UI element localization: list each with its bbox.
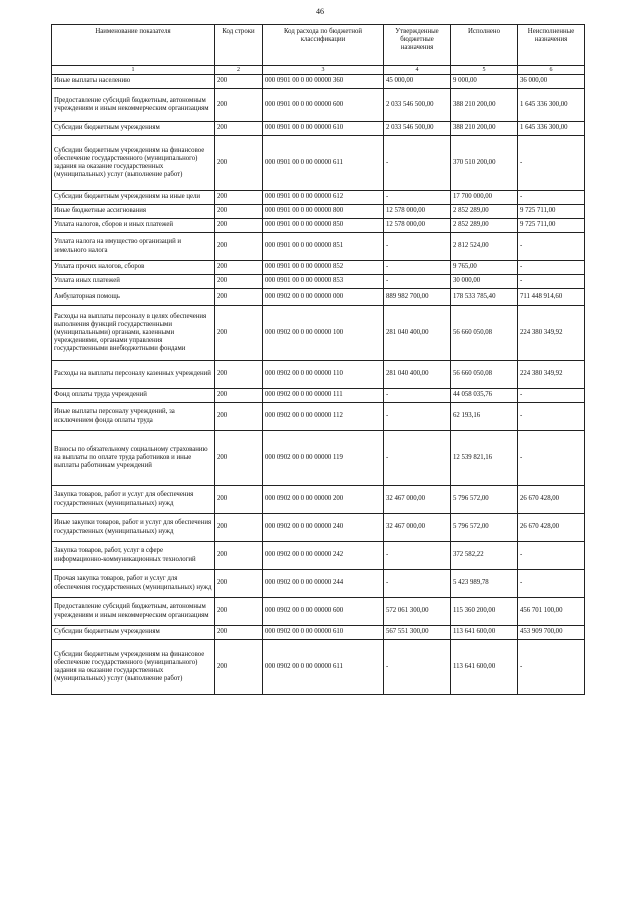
row-executed: 113 641 600,00 [451, 626, 518, 640]
table-row [52, 640, 585, 695]
row-approved: 12 578 000,00 [384, 219, 451, 233]
row-budget-code: 000 0902 00 0 00 00000 100 [263, 306, 384, 361]
page-number: 46 [316, 7, 324, 16]
row-name: Амбулаторная помощь [52, 289, 215, 306]
row-unexecuted: 224 380 349,92 [518, 306, 585, 361]
row-unexecuted: 224 380 349,92 [518, 361, 585, 389]
row-unexecuted: 26 670 428,00 [518, 486, 585, 514]
row-line-code: 200 [215, 514, 263, 542]
table-row [52, 89, 585, 122]
row-name: Иные выплаты персоналу учреждений, за исключением фонда оплаты труда [52, 403, 215, 431]
row-budget-code: 000 0901 00 0 00 00000 800 [263, 205, 384, 219]
row-name: Субсидии бюджетным учреждениям [52, 122, 215, 136]
row-unexecuted: 1 645 336 300,00 [518, 122, 585, 136]
row-unexecuted: - [518, 640, 585, 695]
row-budget-code: 000 0901 00 0 00 00000 610 [263, 122, 384, 136]
table-row [52, 205, 585, 219]
table-row [52, 431, 585, 486]
row-line-code: 200 [215, 403, 263, 431]
row-line-code: 200 [215, 361, 263, 389]
row-line-code: 200 [215, 233, 263, 261]
row-budget-code: 000 0902 00 0 00 00000 611 [263, 640, 384, 695]
row-name: Иные бюджетные ассигнования [52, 205, 215, 219]
row-unexecuted: - [518, 136, 585, 191]
row-executed: 370 510 200,00 [451, 136, 518, 191]
row-budget-code: 000 0901 00 0 00 00000 360 [263, 75, 384, 89]
column-number: 6 [518, 66, 585, 75]
row-approved: 32 467 000,00 [384, 486, 451, 514]
header-name: Наименование показателя [52, 25, 215, 66]
row-executed: 5 796 572,00 [451, 514, 518, 542]
row-name: Иные выплаты населению [52, 75, 215, 89]
table-row [52, 403, 585, 431]
row-name: Субсидии бюджетным учреждениям на иные цели [52, 191, 215, 205]
row-approved: 2 033 546 500,00 [384, 122, 451, 136]
row-unexecuted: 9 725 711,00 [518, 205, 585, 219]
table-row [52, 389, 585, 403]
row-executed: 388 210 200,00 [451, 122, 518, 136]
row-name: Закупка товаров, работ, услуг в сфере информационно-коммуникационных технологий [52, 542, 215, 570]
table-row [52, 514, 585, 542]
row-name: Иные закупки товаров, работ и услуг для обеспечения государственных (муниципальных) нужд [52, 514, 215, 542]
row-line-code: 200 [215, 191, 263, 205]
row-budget-code: 000 0902 00 0 00 00000 119 [263, 431, 384, 486]
row-approved: - [384, 570, 451, 598]
column-number: 3 [263, 66, 384, 75]
row-line-code: 200 [215, 275, 263, 289]
row-unexecuted: 36 000,00 [518, 75, 585, 89]
row-budget-code: 000 0901 00 0 00 00000 851 [263, 233, 384, 261]
row-unexecuted: - [518, 389, 585, 403]
row-name: Субсидии бюджетным учреждениям на финансовое обеспечение государственного (муниципального) задания на оказание государственных (муниципальных) услуг (выполнение работ) [52, 640, 215, 695]
row-approved: - [384, 191, 451, 205]
row-approved: - [384, 389, 451, 403]
row-executed: 115 360 200,00 [451, 598, 518, 626]
row-approved: - [384, 403, 451, 431]
row-approved: 32 467 000,00 [384, 514, 451, 542]
header-executed: Исполнено [451, 25, 518, 66]
row-line-code: 200 [215, 626, 263, 640]
row-approved: 567 551 300,00 [384, 626, 451, 640]
row-line-code: 200 [215, 542, 263, 570]
row-line-code: 200 [215, 598, 263, 626]
row-line-code: 200 [215, 75, 263, 89]
column-number-row [52, 66, 585, 75]
row-unexecuted: - [518, 191, 585, 205]
table-row [52, 626, 585, 640]
row-budget-code: 000 0902 00 0 00 00000 242 [263, 542, 384, 570]
row-budget-code: 000 0902 00 0 00 00000 244 [263, 570, 384, 598]
row-name: Прочая закупка товаров, работ и услуг для обеспечения государственных (муниципальных) нужд [52, 570, 215, 598]
row-name: Субсидии бюджетным учреждениям [52, 626, 215, 640]
row-executed: 44 058 035,76 [451, 389, 518, 403]
row-name: Уплата налогов, сборов и иных платежей [52, 219, 215, 233]
row-name: Взносы по обязательному социальному страхованию на выплаты по оплате труда работников и иные выплаты работникам учреждений [52, 431, 215, 486]
row-executed: 2 852 289,00 [451, 219, 518, 233]
row-approved: 2 033 546 500,00 [384, 89, 451, 122]
row-unexecuted: 9 725 711,00 [518, 219, 585, 233]
header-approved: Утвержденные бюджетные назначения [384, 25, 451, 66]
row-unexecuted: 711 448 914,60 [518, 289, 585, 306]
row-budget-code: 000 0902 00 0 00 00000 112 [263, 403, 384, 431]
row-executed: 62 193,16 [451, 403, 518, 431]
row-executed: 113 641 600,00 [451, 640, 518, 695]
row-budget-code: 000 0901 00 0 00 00000 612 [263, 191, 384, 205]
row-unexecuted: 26 670 428,00 [518, 514, 585, 542]
row-unexecuted: - [518, 542, 585, 570]
row-approved: - [384, 431, 451, 486]
table-row [52, 122, 585, 136]
row-line-code: 200 [215, 389, 263, 403]
row-budget-code: 000 0901 00 0 00 00000 850 [263, 219, 384, 233]
table-row [52, 275, 585, 289]
row-line-code: 200 [215, 306, 263, 361]
row-line-code: 200 [215, 205, 263, 219]
row-executed: 30 000,00 [451, 275, 518, 289]
header-line-code: Код строки [215, 25, 263, 66]
table-row [52, 361, 585, 389]
row-executed: 178 533 785,40 [451, 289, 518, 306]
row-unexecuted: - [518, 233, 585, 261]
row-approved: - [384, 275, 451, 289]
row-budget-code: 000 0902 00 0 00 00000 110 [263, 361, 384, 389]
table-row [52, 75, 585, 89]
row-unexecuted: - [518, 275, 585, 289]
header-unexecuted: Неисполненные назначения [518, 25, 585, 66]
row-name: Предоставление субсидий бюджетным, автономным учреждениям и иным некоммерческим организациям [52, 598, 215, 626]
row-executed: 372 582,22 [451, 542, 518, 570]
row-line-code: 200 [215, 122, 263, 136]
row-approved: 572 061 300,00 [384, 598, 451, 626]
table-row [52, 570, 585, 598]
row-approved: - [384, 233, 451, 261]
row-line-code: 200 [215, 640, 263, 695]
row-budget-code: 000 0902 00 0 00 00000 000 [263, 289, 384, 306]
row-name: Уплата налога на имущество организаций и земельного налога [52, 233, 215, 261]
row-line-code: 200 [215, 289, 263, 306]
table-row [52, 486, 585, 514]
table-row [52, 233, 585, 261]
row-name: Уплата прочих налогов, сборов [52, 261, 215, 275]
table-row [52, 136, 585, 191]
row-line-code: 200 [215, 570, 263, 598]
row-executed: 5 423 989,78 [451, 570, 518, 598]
row-unexecuted: - [518, 403, 585, 431]
table-row [52, 542, 585, 570]
row-approved: - [384, 640, 451, 695]
row-executed: 56 660 050,08 [451, 361, 518, 389]
row-unexecuted: - [518, 261, 585, 275]
header-budget-code: Код расхода по бюджетной классификации [263, 25, 384, 66]
table-row [52, 191, 585, 205]
row-unexecuted: - [518, 431, 585, 486]
row-executed: 2 812 524,00 [451, 233, 518, 261]
row-executed: 9 765,00 [451, 261, 518, 275]
row-unexecuted: 453 909 700,00 [518, 626, 585, 640]
header-row [52, 25, 585, 66]
row-name: Расходы на выплаты персоналу казенных учреждений [52, 361, 215, 389]
row-approved: 281 040 400,00 [384, 306, 451, 361]
row-approved: - [384, 261, 451, 275]
row-executed: 17 700 000,00 [451, 191, 518, 205]
row-budget-code: 000 0901 00 0 00 00000 852 [263, 261, 384, 275]
column-number: 1 [52, 66, 215, 75]
row-approved: 281 040 400,00 [384, 361, 451, 389]
table-row [52, 289, 585, 306]
row-unexecuted: 1 645 336 300,00 [518, 89, 585, 122]
row-unexecuted: - [518, 570, 585, 598]
row-line-code: 200 [215, 219, 263, 233]
column-number: 5 [451, 66, 518, 75]
row-approved: - [384, 136, 451, 191]
row-budget-code: 000 0901 00 0 00 00000 600 [263, 89, 384, 122]
report-table [51, 24, 585, 695]
table-row [52, 219, 585, 233]
row-unexecuted: 456 701 100,00 [518, 598, 585, 626]
row-budget-code: 000 0902 00 0 00 00000 240 [263, 514, 384, 542]
table-row [52, 306, 585, 361]
row-budget-code: 000 0902 00 0 00 00000 600 [263, 598, 384, 626]
row-line-code: 200 [215, 486, 263, 514]
table-row [52, 261, 585, 275]
row-name: Субсидии бюджетным учреждениям на финансовое обеспечение государственного (муниципального) задания на оказание государственных (муниципальных) услуг (выполнение работ) [52, 136, 215, 191]
row-name: Закупка товаров, работ и услуг для обеспечения государственных (муниципальных) нужд [52, 486, 215, 514]
row-executed: 12 539 821,16 [451, 431, 518, 486]
row-line-code: 200 [215, 261, 263, 275]
row-approved: 889 982 700,00 [384, 289, 451, 306]
row-line-code: 200 [215, 89, 263, 122]
row-budget-code: 000 0901 00 0 00 00000 611 [263, 136, 384, 191]
row-line-code: 200 [215, 431, 263, 486]
row-executed: 56 660 050,08 [451, 306, 518, 361]
row-name: Предоставление субсидий бюджетным, автономным учреждениям и иным некоммерческим организациям [52, 89, 215, 122]
row-approved: 12 578 000,00 [384, 205, 451, 219]
column-number: 2 [215, 66, 263, 75]
table-row [52, 598, 585, 626]
row-line-code: 200 [215, 136, 263, 191]
row-executed: 5 796 572,00 [451, 486, 518, 514]
row-name: Расходы на выплаты персоналу в целях обеспечения выполнения функций государственными (муниципальными) органами, казенными учреждениями, органами управления государственными внебюджетными фондами [52, 306, 215, 361]
row-budget-code: 000 0902 00 0 00 00000 200 [263, 486, 384, 514]
row-approved: - [384, 542, 451, 570]
row-executed: 2 852 289,00 [451, 205, 518, 219]
row-executed: 388 210 200,00 [451, 89, 518, 122]
column-number: 4 [384, 66, 451, 75]
row-name: Фонд оплаты труда учреждений [52, 389, 215, 403]
row-name: Уплата иных платежей [52, 275, 215, 289]
row-approved: 45 000,00 [384, 75, 451, 89]
row-executed: 9 000,00 [451, 75, 518, 89]
row-budget-code: 000 0901 00 0 00 00000 853 [263, 275, 384, 289]
row-budget-code: 000 0902 00 0 00 00000 610 [263, 626, 384, 640]
row-budget-code: 000 0902 00 0 00 00000 111 [263, 389, 384, 403]
